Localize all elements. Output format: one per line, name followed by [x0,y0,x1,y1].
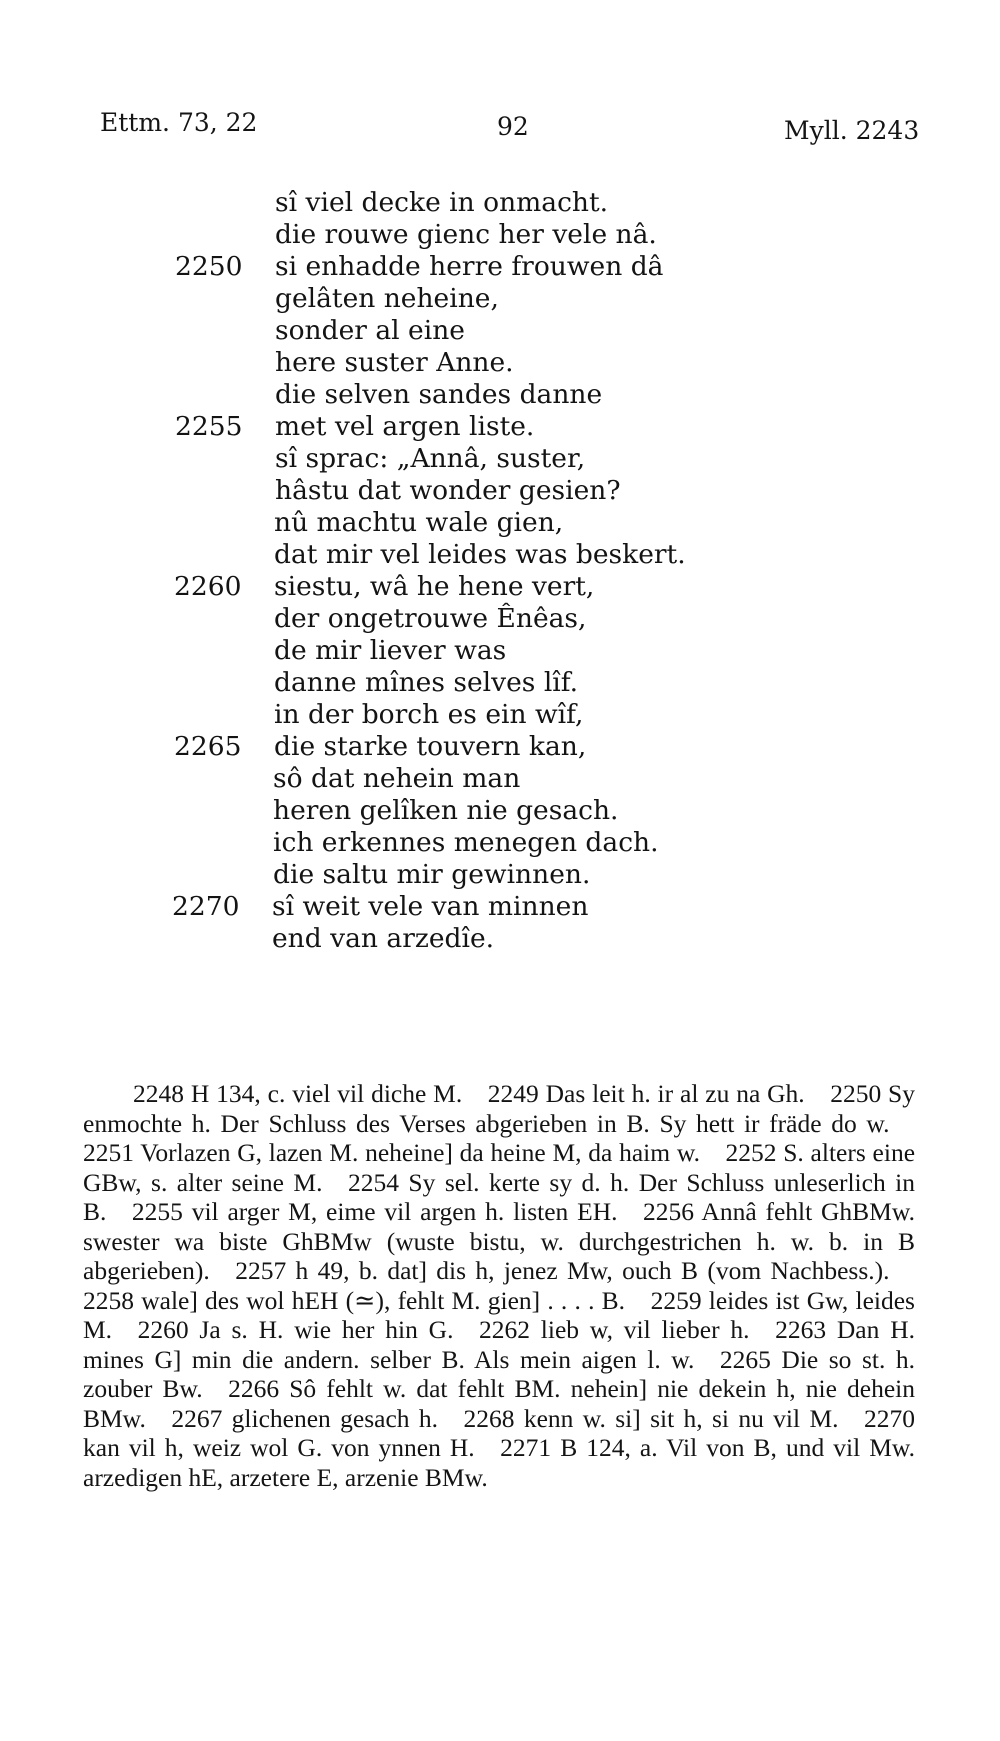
verse-text: met vel argen liste. [275,411,535,442]
verse-text: si enhadde herre frouwen dâ [275,251,664,282]
verse-text: die selven sandes danne [275,379,603,410]
line-number: 2260 [174,571,242,602]
apparatus-note: 2271 B 124, a. Vil von B, und vil Mw. arzedigen hE, arzetere E, arzenie BMw. [83,1433,915,1492]
verse-text: nû machtu wale gien, [274,507,564,538]
line-number: 2270 [172,891,240,922]
line-number: 2265 [174,731,242,762]
header-right-reference: Myll. 2243 [784,116,920,145]
critical-apparatus [83,1079,915,1492]
verse-text: end van arzedîe. [272,923,495,954]
line-number: 2250 [175,251,243,282]
apparatus-note: 2251 Vorlazen G, lazen M. neheine] da heine M, da haim w. [83,1138,700,1167]
line-number: 2255 [175,411,243,442]
apparatus-note: 2260 Ja s. H. wie her hin G. [137,1315,454,1344]
apparatus-note: 2252 S. alters eine GBw, s. alter seine M. [83,1138,916,1197]
apparatus-note: 2270 kan vil h, weiz wol G. von ynnen H. [83,1403,915,1462]
apparatus-note: 2262 lieb w, vil lieber h. [478,1315,750,1344]
verse-text: der ongetrouwe Ênêas, [274,603,587,634]
apparatus-note: 2254 Sy sel. kerte sy d. h. Der Schluss unleserlich in B. [83,1167,915,1226]
verse-text: heren gelîken nie gesach. [273,795,619,826]
verse-text: die rouwe gienc her vele nâ. [275,219,657,250]
verse-text: in der borch es ein wîf, [274,699,584,730]
verse-text: de mir liever was [274,635,507,666]
apparatus-note: 2250 Sy enmochte h. Der Schluss des Verses abgerieben in B. Sy hett ir fräde do w. [83,1079,915,1138]
verse-text: dat mir vel leides was beskert. [274,539,686,570]
apparatus-note: 2263 Dan H. mines G] min die andern. selber B. Als mein aigen l. w. [83,1315,915,1374]
apparatus-note: 2255 vil arger M, eime vil argen h. listen EH. [131,1197,618,1226]
verse-text: die starke touvern kan, [274,731,587,762]
verse-text: sî sprac: „Annâ, suster, [275,443,586,474]
apparatus-paragraph [83,1079,915,1492]
verse-text: danne mînes selves lîf. [274,667,579,698]
verse-text: sô dat nehein man [273,763,521,794]
running-header [0,100,1000,150]
verse-text: hâstu dat wonder gesien? [275,475,621,506]
page-number: 92 [497,112,529,141]
apparatus-note: 2265 Die so st. h. zouber Bw. [83,1344,916,1403]
apparatus-note: 2258 wale] des wol hEH (≃), fehlt M. gien] . . . . B. [83,1285,626,1315]
apparatus-note: 2248 H 134, c. viel vil diche M. [133,1079,463,1108]
verse-text: siestu, wâ he hene vert, [274,571,595,602]
apparatus-note: 2249 Das leit h. ir al zu na Gh. [487,1079,805,1108]
verse-text: sonder al eine [275,315,465,346]
verse-text: sî weit vele van minnen [272,891,589,922]
apparatus-note: 2256 Annâ fehlt GhBMw. swester wa biste GhBMw (wuste bistu, w. durchgestrichen h. w. b. in B abgerieben). [83,1197,915,1285]
verse-text: gelâten neheine, [275,283,499,314]
apparatus-note: 2266 Sô fehlt w. dat fehlt BM. nehein] nie dekein h, nie dehein BMw. [83,1374,915,1433]
verse-text: sî viel decke in onmacht. [275,187,609,218]
verse-text: ich erkennes menegen dach. [273,827,659,858]
apparatus-note: 2259 leides ist Gw, leides M. [83,1285,915,1344]
apparatus-note: 2257 h 49, b. dat] dis h, jenez Mw, ouch B (vom Nachbess.). [235,1256,890,1285]
header-left-reference: Ettm. 73, 22 [100,108,258,137]
verse-text: die saltu mir gewinnen. [273,859,591,890]
verse-text: here suster Anne. [275,347,514,378]
apparatus-note: 2268 kenn w. si] sit h, si nu vil M. [463,1403,839,1433]
apparatus-note: 2267 glichenen gesach h. [171,1403,438,1433]
